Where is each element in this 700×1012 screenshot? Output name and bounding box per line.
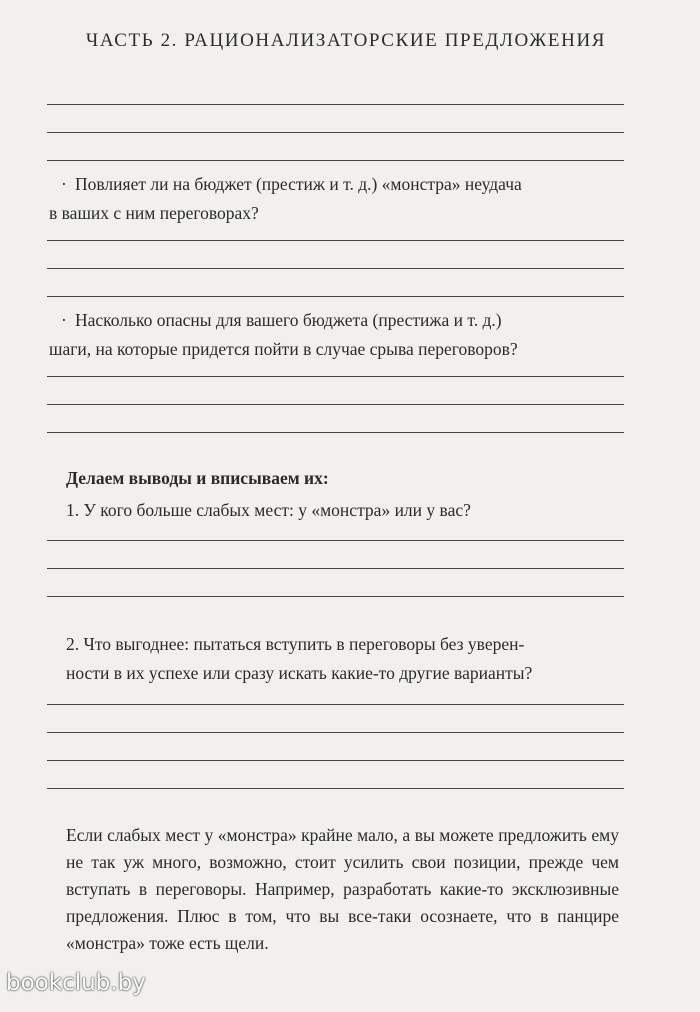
closing-paragraph: Если слабых мест у «монстра» крайне мало, а вы можете предложить ему не так уж много, возможно, стоит усилить свои позиции, прежде чем вступать в переговоры. Например, разработать какие-то эксклюзивные предложения. Плюс в том, что вы все-таки осознаете, что в панцире «монстра» тоже есть щели. [66,825,619,953]
conclusion-item-2-line-1: 2. Что выгоднее: пытаться вступить в переговоры без уверен- [66,634,525,654]
answer-line [47,268,624,269]
answer-line [47,240,624,241]
conclusion-item-2-line-2: ности в их успехе или сразу искать какие-то другие варианты? [66,663,533,683]
conclusion-item-1: 1. У кого больше слабых мест: у «монстра» или у вас? [66,500,471,520]
answer-line [47,760,624,761]
question-2-line-1: Насколько опасны для вашего бюджета (престижа и т. д.) [75,310,502,330]
answer-line [47,160,624,161]
question-2 [49,306,629,364]
answer-line [47,704,624,705]
watermark-logo: bookclub.by [6,970,146,996]
question-1-line-1: Повлияет ли на бюджет (престиж и т. д.) «монстра» неудача [75,174,522,194]
conclusions-heading: Делаем выводы и вписываем их: [66,468,329,488]
answer-line [47,568,624,569]
answer-line [47,432,624,433]
question-2-line-2: шаги, на которые придется пойти в случае срыва переговоров? [49,339,518,359]
answer-line [47,404,624,405]
conclusion-item-2 [66,630,626,688]
answer-line [47,296,624,297]
question-1 [49,170,629,228]
answer-line [47,132,624,133]
page-header: ЧАСТЬ 2. РАЦИОНАЛИЗАТОРСКИЕ ПРЕДЛОЖЕНИЯ [85,30,607,51]
bullet-mark: · [61,310,67,330]
answer-line [47,788,624,789]
answer-line [47,376,624,377]
answer-line [47,732,624,733]
answer-line [47,540,624,541]
question-1-line-2: в ваших с ним переговорах? [49,203,259,223]
answer-line [47,596,624,597]
answer-line [47,104,624,105]
bullet-mark: · [61,174,67,194]
